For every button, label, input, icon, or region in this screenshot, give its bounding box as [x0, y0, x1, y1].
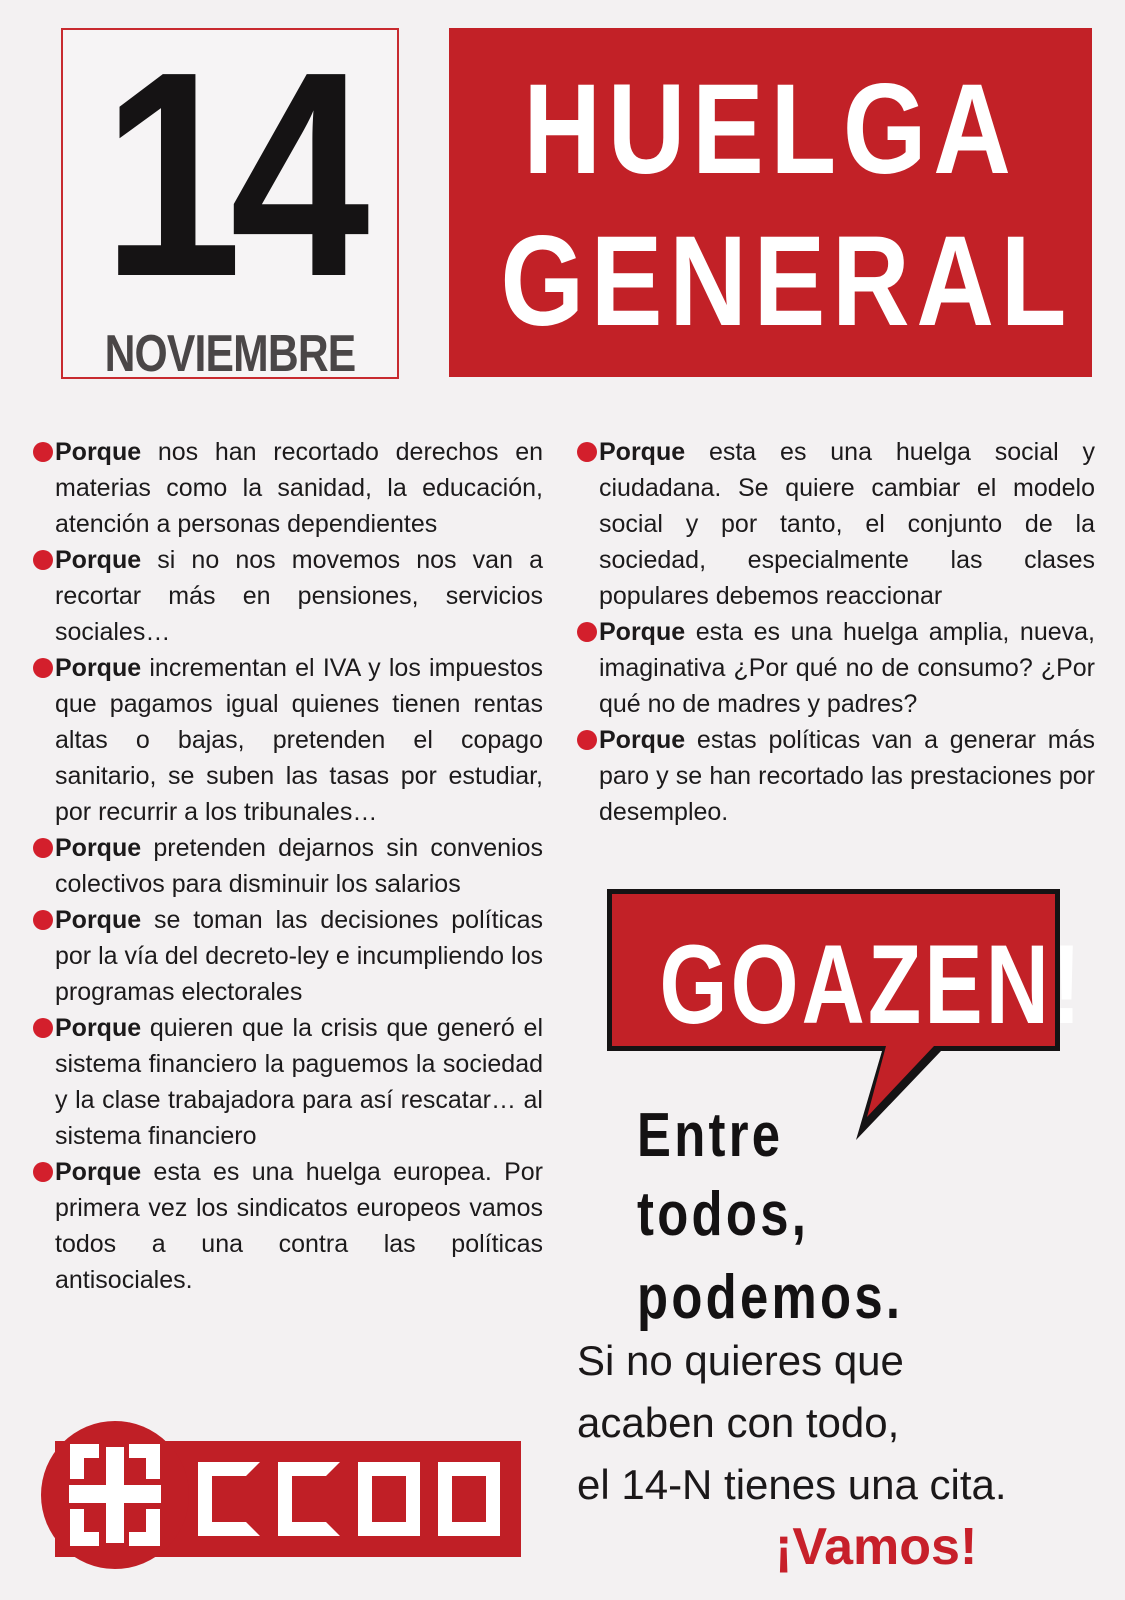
- reason-lead: Porque: [599, 438, 686, 466]
- reason-lead: Porque: [55, 546, 142, 574]
- date-day: 14: [102, 11, 358, 337]
- reason-lead: Porque: [55, 834, 142, 862]
- reason-text: nos han recortado derechos en materias como la sanidad, la educación, atención a personas dependientes: [55, 438, 543, 538]
- logo-letter-o: [358, 1462, 420, 1536]
- reason-text: se toman las decisiones políticas por la vía del decreto-ley e incumpliendo los programas electorales: [55, 906, 543, 1006]
- reason-lead: Porque: [599, 726, 686, 754]
- logo-letter-c: [278, 1462, 340, 1536]
- slogan-line-3: podemos.: [637, 1263, 904, 1332]
- reason-lead: Porque: [55, 438, 142, 466]
- sub-line-3: el 14-N tienes una cita.: [577, 1461, 1007, 1508]
- ccoo-emblem-shape: [41, 1421, 189, 1569]
- reason-lead: Porque: [55, 1158, 142, 1186]
- title-line-2: GENERAL: [500, 210, 1074, 353]
- sub-line-1: Si no quieres que: [577, 1337, 904, 1384]
- date-month: NOVIEMBRE: [104, 325, 356, 383]
- reason-text: si no nos movemos nos van a recortar más en pensiones, servicios sociales…: [55, 546, 543, 646]
- goazen-bubble-text: GOAZEN!: [659, 922, 1085, 1047]
- reason-text: estas políticas van a generar más paro y se han recortado las prestaciones por desempleo.: [599, 726, 1095, 826]
- reason-lead: Porque: [55, 1014, 142, 1042]
- reason-text: quieren que la crisis que generó el sistema financiero la paguemos la sociedad y la clase trabajadora para así rescatar… al sistema financiero: [55, 1014, 543, 1150]
- logo-letter-o: [438, 1462, 500, 1536]
- ccoo-logo-letters: [198, 1462, 500, 1538]
- title-line-1: HUELGA: [523, 58, 1018, 201]
- slogan-line-2: todos,: [637, 1180, 810, 1249]
- reason-text: esta es una huelga amplia, nueva, imaginativa ¿Por qué no de consumo? ¿Por qué no de madres y padres?: [599, 618, 1095, 718]
- ccoo-emblem-icon: [41, 1421, 189, 1569]
- reason-text: esta es una huelga europea. Por primera vez los sindicatos europeos vamos todos a una contra las políticas antisociales.: [55, 1158, 543, 1294]
- reason-text: pretenden dejarnos sin convenios colectivos para disminuir los salarios: [55, 834, 543, 898]
- sub-line-2: acaben con todo,: [577, 1399, 900, 1446]
- reason-text: incrementan el IVA y los impuestos que pagamos igual quienes tienen rentas altas o bajas, pretenden el copago sanitario, se suben las tasas por estudiar, por recurrir a los tribunales…: [55, 654, 543, 826]
- vamos-closing: ¡Vamos!: [775, 1518, 978, 1576]
- reason-lead: Porque: [55, 654, 142, 682]
- reason-text: esta es una huelga social y ciudadana. Se quiere cambiar el modelo social y por tanto, el conjunto de la sociedad, especialmente las clases populares debemos reaccionar: [599, 438, 1095, 610]
- reason-lead: Porque: [55, 906, 142, 934]
- slogan-line-1: Entre: [637, 1101, 784, 1170]
- logo-letter-c: [198, 1462, 260, 1536]
- reason-lead: Porque: [599, 618, 686, 646]
